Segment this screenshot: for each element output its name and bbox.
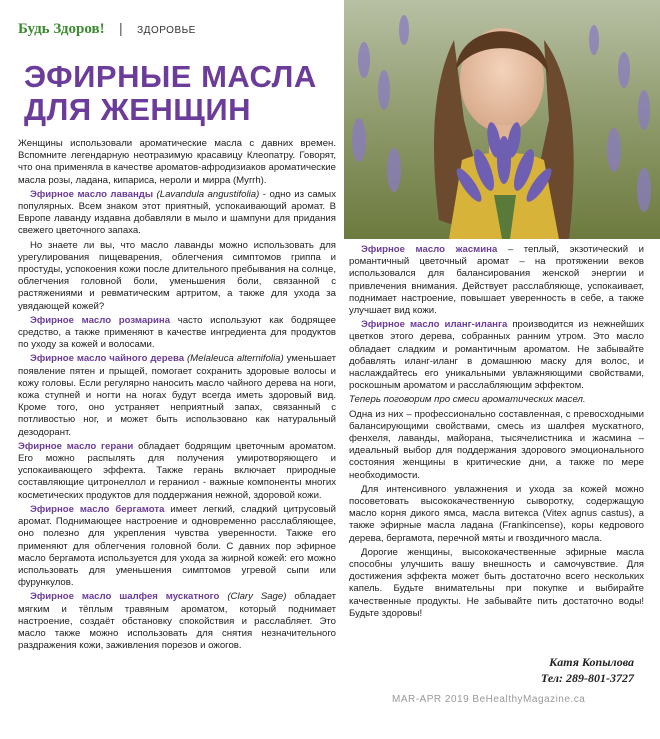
tea-tree-heading: Эфирное масло чайного дерева bbox=[30, 353, 185, 365]
left-column bbox=[18, 138, 336, 654]
signature-block bbox=[541, 654, 634, 686]
section-label: ЗДОРОВЬЕ bbox=[137, 25, 196, 36]
title-line-2: ДЛЯ ЖЕНЩИН bbox=[24, 92, 252, 127]
tea-tree-latin: (Melaleuca alternifolia) bbox=[184, 353, 284, 365]
page-header bbox=[18, 20, 338, 44]
rosemary-text: часто используют как бодрящее средство, а также применяют в качестве ингредиента для продуктов по уходу за кожей и волосами. bbox=[18, 314, 336, 351]
lavander-photo bbox=[344, 0, 660, 239]
jasmine-heading: Эфирное масло жасмина bbox=[361, 244, 498, 255]
woman-lavender-image bbox=[344, 0, 660, 239]
lavender-text: - одно из самых популярных. Всем знаком этот приятный, успокаивающий аромат. В Европе лаванду издавна добавляли в мыло и шампуни для придания свежего цветочного запаха. bbox=[18, 188, 336, 237]
bergamot-heading: Эфирное масло бергамота bbox=[30, 503, 165, 515]
jasmine-text: – теплый, экзотический и романтичный цветочный аромат – на протяжении веков использовался для балансирования женской энергии и привлечения внимания. Действует расслабляюще, успокаивает, поднимает настроение, повышает уверенность в себе, а также улучшает вид кожи. bbox=[349, 244, 645, 317]
geranium-heading: Эфирное масло герани bbox=[18, 440, 134, 452]
ylang-ylang-text: производится из нежнейших цветков этого дерева, собранных ранним утром. Это масло обладает сладким и романтичным ароматом. Не забывайте добавлять иланг-иланг в домашнюю маску для волос, и наслаждайтесь его уникальными увлажняющими свойствами, роскошным ароматом и расслабляющим эффектом. bbox=[349, 319, 644, 392]
header-separator: | bbox=[119, 20, 123, 36]
tea-tree-text: уменьшает появление пятен и прыщей, помогает сохранить здоровые волосы и кожу головы. Если регулярно наносить масло чайного дерева на ноги, кожа ступней и ногти на ногах будут всегда иметь здоровый вид. Кроме того, оно устраняет неприятный запах, связанный с потливостью ног, и может быть использовано как натуральный дезодорант. bbox=[18, 353, 336, 438]
article-title bbox=[24, 60, 344, 126]
jasmine-paragraph bbox=[349, 244, 644, 317]
rosemary-paragraph bbox=[18, 315, 336, 352]
clary-sage-latin: (Clary Sage) bbox=[219, 591, 287, 603]
lavender-latin: (Lavandula angustifolia) bbox=[153, 188, 260, 200]
clary-sage-paragraph bbox=[18, 591, 336, 652]
lavender-paragraph bbox=[18, 189, 336, 238]
author-phone: Тел: 289-801-3727 bbox=[540, 671, 634, 685]
ylang-ylang-heading: Эфирное масло иланг-иланга bbox=[361, 319, 508, 331]
intro-paragraph: Женщины использовали ароматические масла с давних времен. Вспомните легендарную неотразимую красавицу Клеопатру. Говорят, что она применяла в качестве ароматов-афродизиаков ароматические масла розы, ладана, кипариса, нероли и мирра (Myrrh). bbox=[18, 138, 336, 186]
page-footer: MAR-APR 2019 BeHealthyMagazine.ca bbox=[392, 694, 586, 705]
bergamot-text: имеет легкий, сладкий цитрусовый аромат. Поднимающее настроение и одновременно расслабляющее, оно полезно для укрепления чувства уверенности. Также его применяют для облегчения головной боли. С давних пор эфирное масло бергамота используется для ухода за жирной кожей: его можно использовать для уменьшения симптомов угревой сыпи или фурункулов. bbox=[18, 503, 336, 589]
serum-paragraph: Для интенсивного увлажнения и ухода за кожей можно посоветовать высококачественную сыворотку, содержащую масло корня дикого ямса, масла витекса (Vitex agnus castus), а также эфирные масла ладана (Frankincense), коры кедрового дерева, бергамота, перечной мяты и гвоздичного масла. bbox=[349, 483, 644, 544]
ylang-ylang-paragraph bbox=[349, 319, 644, 392]
title-line-1: ЭФИРНЫЕ МАСЛА bbox=[24, 59, 317, 94]
geranium-paragraph bbox=[18, 441, 336, 502]
lavender-uses-paragraph: Но знаете ли вы, что масло лаванды можно использовать для урегулирования пищеварения, облегчения симптомов гриппа и простуды, успокоения кожи после длительного пребывания на солнце, облегчения головной боли, уменьшения боли, связанной с растяжениями и ревматическим артритом, а также для ухода за увядающей кожей? bbox=[18, 239, 336, 312]
blend-paragraph: Одна из них – профессионально составленная, с превосходными балансирующими свойствами, смесь из шалфея мускатного, фенхеля, лаванды, майорана, тысячелистника и жасмина – идеальный выбор для поддержания здорового эмоционального состояния женщины в критические дни, а также по мере необходимости. bbox=[349, 408, 644, 481]
tea-tree-paragraph bbox=[18, 353, 336, 438]
magazine-brand: Будь Здоров! bbox=[18, 21, 105, 37]
right-column bbox=[349, 244, 644, 622]
clary-sage-heading: Эфирное масло шалфея мускатного bbox=[30, 591, 220, 603]
bergamot-paragraph bbox=[18, 504, 336, 589]
geranium-text: обладает бодрящим цветочным ароматом. Его можно распылять для получения умиротворяющего и успокаивающего эффекта. Также герань включает природные составляющие цитронеллол и гераниол - важные компоненты многих косметических продуктов для поддержания нежной, здоровой кожи. bbox=[18, 440, 336, 501]
clary-sage-text: обладает мягким и тёплым травяным ароматом, который поднимает настроение, создаёт обстановку спокойствия и расслабляет. Это масло также можно использовать для снятия незначительного раздражения кожи, заживления порезов и ожогов. bbox=[18, 591, 337, 652]
closing-paragraph: Дорогие женщины, высококачественные эфирные масла способны улучшить вашу внешность и самочувствие. Для достижения эффекта может быть достаточно всего нескольких капель. Будьте внимательны при покупке и выбирайте качественные продукты. Не забывайте пить достаточно воды! Будьте здоровы! bbox=[349, 546, 644, 619]
lavender-heading: Эфирное масло лаванды bbox=[30, 188, 154, 200]
rosemary-heading: Эфирное масло розмарина bbox=[30, 314, 171, 326]
blends-intro: Теперь поговорим про смеси ароматических масел. bbox=[349, 394, 586, 406]
author-name: Катя Копылова bbox=[549, 655, 634, 669]
